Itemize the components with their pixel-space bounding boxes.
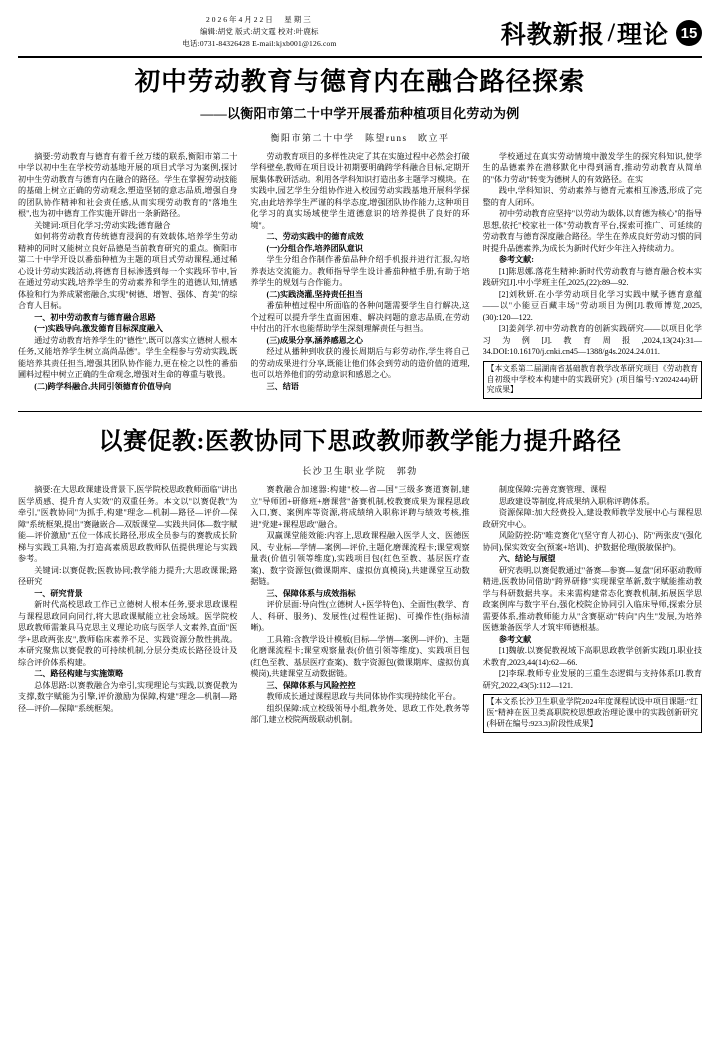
section-heading: 一、研究背景 [34, 588, 83, 598]
section-heading: (三)成果分享,涵养感恩之心 [266, 335, 363, 345]
body-paragraph: 关键词:以赛促教;医教协同;教学能力提升;大思政课课;路径研究 [18, 565, 238, 587]
body-paragraph: 如何将劳动教育传统德育浸润的有效载体,培养学生劳动精神的同时又能树立良好品德是当前教育研究的重点。衡阳市第二十中学开设以番茄种植为主题的项目式劳动课程,通过稀心设计劳动实践活动,将德育目标渗透到每一个实践环节中,旨在通过劳动实践,培养学生的劳动素养和学生的道德认知,情感体验和行为养成紧密融合,实现"树德、增智、强体、育美"的综合育人目标。 [18, 232, 238, 311]
body-paragraph: 学生分组合作制作番茄品种介绍手机报并进行汇报,勾培养表达交流能力。教师指导学生设计番茄种植手册,有助于培养学生的规划与合作能力。 [250, 255, 470, 288]
body-paragraph: 经过从播种到收获的漫长周期后与彩劳动作,学生将自己的劳动成果进行分享,既能让他们体会到劳动的造价值的道理,也可以培养他们的劳动意识和感恩之心。 [250, 347, 470, 380]
article2-byline: 长沙卫生职业学院 郭勃 [302, 466, 418, 477]
article1-title: 初中劳动教育与德育内在融合路径探索 [134, 67, 586, 96]
section-heading: 参考文献 [498, 634, 532, 644]
body-paragraph: 摘要:在大思政课建设背景下,医学院校思政教师面临"讲出医学质感、提升育人实效"的双重任务。本文以"以赛促教"为牵引,"医教协同"为抓手,构建"理念—机制—路径—评价—保障"系统框架,提出"赛融嵌合—双版课堂—实践共同体—数字赋能—评价激励"五位一体成长路径,形成全员参与的赛教成长阶梯与实践工具箱,为打造高素质思政教师队伍提供理论与实践参考。 [18, 485, 238, 564]
section-heading: 参考文献: [498, 255, 534, 265]
paper-name: 科教新报 [500, 22, 605, 49]
body-paragraph: 制度保障:完善竞赛管理、课程 [498, 485, 607, 495]
body-paragraph: 新时代高校思政工作已立德树人根本任务,要求思政课程与课程思政同向同行,将大思政课赋能立社会场域。医学院校思政教师需兼具马克思主义理论功底与医学人文素养,直面"医学+思政两张皮",教师临床素养不足、实践资源分散性挑战。本研究聚焦以赛促教的可持续机制,分层分类成长路径设计及综合评价体系构建。 [18, 600, 238, 667]
section-name: 理论 [616, 22, 669, 49]
body-paragraph: 摘要:劳动教育与德育有着千丝万缕的联系,衡阳市第二十中学以初中生在学校劳动基地开展的项目式学习为案例,探讨初中生劳动教育与德育内在融合的路径。学生在掌握劳动技能的基础上树立正确的劳动观念,塑造坚韧的意志品质,增强自身的团队协作精神和社会责任感,从而实现劳动教育的"落地生根",也为初中德育工作实施开辟出一条新路径。 [18, 151, 238, 219]
publication-date: 2026年4月22日 星期三 [205, 15, 313, 24]
body-paragraph: 劳动教育项目的多样性决定了其在实施过程中必然会打破学科壁垒,教师在项目设计初期要明确跨学科融合目标,定期开展集体教研活动。利用各学科知识打造出多主题学习模块。在实践中,园艺学生分组协作进入校园劳动实践基地开展科学探究,由此培养学生严谨的科学态度,增强团队协作能力,这种项目化学习的真实场域使学生道德意识的培养提供了良好的环境"。 [250, 151, 470, 230]
section-heading: 二、路径构建与实施策略 [34, 669, 124, 679]
project-fund-note: 【本文系长沙卫生职业学院2024年度课程试设中项目课题:"红医"精神在医卫类高职院校思想政治理论课中的实践创新研究(科研在编号:923.3)阶段性成果】 [483, 694, 702, 733]
body-paragraph: 赛教融合加速器:构建"校—省—国"三级多赛道赛制,建立"导师团+研修班+磨课营"备赛机制,校教赛成果为课程思政入口,赛、案例库等资源,将成绩纳入职称评聘与绩效考核,推进"党建+课程思政"融合。 [250, 485, 470, 529]
section-heading: (二)实践浇灌,坚持责任担当 [266, 289, 363, 299]
project-fund-note: 【本文系第二届湖南省基础教育教学改革研究项目《劳动教育自初级中学校本构建中的实践研究》(项目编号:Y2024244)研究成果】 [483, 361, 702, 400]
body-paragraph: [2]李琛.教师专业发展的三重生态逻辑与支持体系[J].教育研究,2022,43(5):112—121. [482, 669, 702, 690]
article1-byline: 衡阳市第二十中学 陈望runs 欧立平 [270, 132, 450, 143]
contact-info: 电话:0731-84326428 E-mail:kjxb001@126.com [182, 39, 337, 48]
body-paragraph: 双赢课堂能效能:内容上,思政课程融入医学人文、医德医风、专业标—学情—案例—评价,主题化磨课流程卡;课堂观察量表(价值引领等维度),实践项目包(红色至教、基层医疗查案)、数字资源包(微课期库、虚拟仿真模岗),共建课堂互动数据链。 [250, 531, 470, 587]
masthead [18, 14, 702, 58]
body-paragraph: 评价层面:导向性(立德树人+医学特色)、全面性(教学、育人、科研、服务)、发展性(过程性证据)、可操作性(指标清晰)。 [250, 600, 470, 633]
body-paragraph: 通过劳动教育培养学生的"德性",既可以落实立德树人根本任务,又能培养学生树立高尚品德"。学生全程参与劳动实践,既能培养其责任担当,增强其团队协作能力,更在检之以性的番茄圃料过程中树立正确的生命观念,增强对生命的尊重与敬畏。 [18, 335, 238, 380]
body-paragraph: 研究表明,以赛促教通过"备赛—参赛—复盘"闭环驱动教师精进,医教协同借助"跨界研修"实现课堂革新,数字赋能推动教学与科研数据共享。未来需构建常态化赛教机制,拓展医学思政案例库与数字平台,强化校院企协同引入临床导师,探索分层需要体系,推动教师能力从"含赛驱动"转向"内生"发展,为培养医德兼备医学人才筑牢师德根基。 [482, 565, 702, 633]
article1-body [18, 151, 702, 399]
section-heading: (二)跨学科融合,共同引领德育价值导向 [34, 381, 172, 391]
body-paragraph: 初中劳动教育应坚持"以劳动为载体,以育德为核心"的指导思想,依托"校家社一体"劳动教育平台,探索可推广、可延续的劳动教育与德育深度融合路径。学生在养成良好劳动习惯的同时提升品德素养,为成长为新时代好少年注入持续动力。 [482, 209, 702, 253]
section-heading: 三、保障体系与风险控控 [266, 680, 356, 690]
body-paragraph: 资源保障:加大经费投入,建设教师教学发展中心与课程思政研究中心。 [482, 508, 702, 529]
body-paragraph: 践中,学科知识、劳动素养与德育元素相互渗透,形成了完整的育人闭环。 [482, 186, 702, 207]
article2-title: 以赛促教:医教协同下思政教师教学能力提升路径 [98, 429, 622, 456]
article-labor-moral-education [18, 58, 702, 399]
masthead-brand [501, 15, 702, 52]
body-paragraph: 关键词:项目化学习;劳动实践;德育融合 [34, 220, 171, 230]
body-paragraph: [3]姜剑学.初中劳动教育的创新实践研究——以项目化学习为例[J].教育周报,2024,13(24):31—34.DOI:10.16170/j.cnki.cn45—1388/g4s.2024.24.011. [482, 324, 702, 357]
body-paragraph: 教师成长通过课程思政与共同体协作实现持续化平台。 [266, 692, 461, 702]
body-paragraph: 总体思路:以赛教融合为牵引,实现理论与实践,以赛促教为支撑,数字赋能为引擎,评价激励为保障,构建"理念—机制—路径—评价—保障"系统框架。 [18, 680, 238, 713]
body-paragraph: [1]陈思娜.落花生精神:新时代劳动教育与德育融合校本实践研究[J].中小学班主任,2025,(22):89—92. [482, 266, 702, 288]
masthead-info [18, 14, 501, 52]
body-paragraph: [2]刘秋妍.在小学劳动项目化学习实践中赋予德育意蕴——以"小能豆百藏丰场"劳动项目为例[J].教师博览,2025,(30):120—122. [482, 289, 702, 322]
section-heading: 六、结论与展望 [498, 554, 556, 564]
body-paragraph: 组织保障:成立校级领导小组,教务处、思政工作处,教务等部门,建立校院两级联动机制。 [250, 703, 470, 724]
section-heading: 一、初中劳动教育与德育融合思路 [34, 312, 156, 322]
article-teaching-competition [18, 412, 702, 732]
slash-divider: / [607, 18, 615, 47]
body-paragraph: [1]魏敏.以赛促教视域下高职思政教学创新实践[J].职业技术教育,2023,44(14):62—66. [482, 646, 702, 667]
body-paragraph: 风险防控:防"唯竞赛化"(坚守育人初心)、防"两张皮"(强化协同),保实效安全(预案+培训)、护数据伦理(脱敏保护)。 [482, 531, 702, 552]
body-paragraph: 思政建设等制度,将成果纳入职称评聘体系。 [498, 496, 655, 506]
section-heading: 三、保障体系与成效指标 [266, 588, 356, 598]
body-paragraph: 番茄种植过程中所面临的各种问题需要学生自行解决,这个过程可以提升学生直面困难、解决问题的意志品质,在劳动中付出的汗水也能帮助学生深刻理解责任与担当。 [250, 301, 470, 334]
section-heading: (一)实践导向,激发德育目标深度融入 [34, 324, 164, 334]
body-paragraph: 学校通过在真实劳动情境中激发学生的探究科知识,使学生的品德素养在潜移默化中得到涵育,推动劳动教育从简单的"体力劳动"转变为德树人的有效路径。在实 [482, 151, 702, 184]
section-heading: (一)分组合作,培养团队意识 [266, 243, 363, 253]
section-heading: 二、劳动实践中的德育成效 [266, 232, 364, 242]
article1-subtitle: ——以衡阳市第二十中学开展番茄种植项目化劳动为例 [200, 105, 520, 121]
editor-credits: 编辑:胡党 版式:胡文霆 校对:叶鹿标 [199, 27, 319, 36]
page-number-badge: 15 [676, 20, 702, 46]
section-heading: 三、结语 [266, 381, 299, 391]
article2-body [18, 484, 702, 732]
body-paragraph: 工具箱:含教学设计模板(目标—学情—案例—评价)、主题化磨课流程卡;课堂观察量表(价值引领等维度)、实践项目包(红色至教、基层医疗查案)、数字资源包(微课期库、虚拟仿真模岗),共建课堂互动数据链。 [250, 634, 470, 679]
